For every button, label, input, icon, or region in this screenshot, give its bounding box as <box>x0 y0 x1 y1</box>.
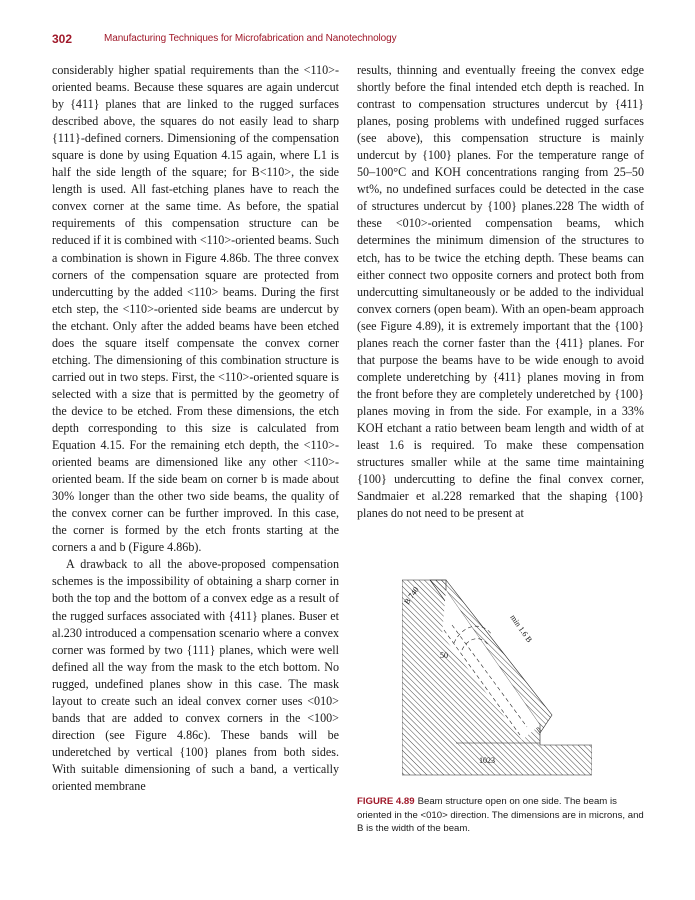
figure-caption <box>357 795 647 836</box>
running-title: Manufacturing Techniques for Microfabrication and Nanotechnology <box>104 33 397 44</box>
base-label: 1023 <box>479 756 495 765</box>
offset-label: 50 <box>440 651 448 660</box>
caption-label: FIGURE 4.89 <box>357 796 415 807</box>
caption-text: Beam structure open on one side. The beam is oriented in the <010> direction. The dimensions are in microns, and B is the width of the beam. <box>357 796 644 834</box>
left-paragraph-2: A drawback to all the above-proposed compensation schemes is the impossibility of obtaining a sharp corner in both the top and the bottom of a convex edge as a result of the rugged surfaces associated with {411} planes. Buser et al.230 introduced a compensation scenario where a convex corner was formed by two {111} planes, which were well defined all the way from the mask to the etch bottom. No rugged, undefined planes show in this case. The mask layout to create such an ideal convex corner uses <010> bands that are added to convex corners in the <100> direction (see Figure 4.86c). These bands will be underetched by vertical {100} planes from both sides. With suitable dimensioning of such a band, a vertically oriented membrane <box>52 557 339 793</box>
page-number: 302 <box>52 32 73 46</box>
page-header <box>0 0 695 50</box>
right-column <box>357 62 644 522</box>
width-label: B 740 <box>402 585 421 607</box>
length-label: min 1.6 B <box>508 612 534 645</box>
figure-4-89-diagram <box>402 575 592 780</box>
left-paragraph-1: considerably higher spatial requirements than the <110>-oriented beams. Because these squares are again undercut by {411} planes that are linked to the rugged surfaces described above, the squares do not easily lead to sharp {111}-defined corners. Dimensioning of the compensation square is done by using Equation 4.15 again, where L1 is half the side length of the square; for B<110>, the side length is used. All fast-etching planes have to reach the convex corner at the same time. As before, the spatial requirements of this compensation structure can be reduced if it is combined with <110>-oriented beams. Such a combination is shown in Figure 4.86b. The three convex corners of the compensation square are protected from undercutting by the added <110> beams. During the first etch step, the <110>-oriented side beams are undercut by the etchant. Only after the added beams have been etched does the square itself compensate the convex corner etching. The dimensioning of this combination structure is carried out in two steps. First, the <110>-oriented square is selected with a size that is permitted by the geometry of the device to be etched. From these dimensions, the etch depth corresponding to this size is calculated from Equation 4.15. For the remaining etch depth, the <110>-oriented beams are dimensioned like any other <110>-oriented beam. If the side beam on corner b is made about 30% longer than the other two side beams, the quality of the convex corner can be further improved. In this case, the corner is formed by the etch fronts starting at the corners a and b (Figure 4.86b). <box>52 63 339 555</box>
left-column <box>52 62 339 795</box>
right-paragraph-1: results, thinning and eventually freeing the convex edge shortly before the final intended etch depth is reached. In contrast to compensation structures undercut by {411} planes, posing problems with undefined rugged surfaces (see above), this compensation structure is mainly undercut by {100} planes. For the temperature range of 50–100°C and KOH concentrations ranging from 25–50 wt%, no undefined surfaces could be detected in the case of structures undercut by {100} planes.228 The width of these <010>-oriented compensation beams, which determines the minimum dimension of the structures to etch, has to be twice the etching depth. These beams can either connect two opposite corners and protect both from undercutting simultaneously or be added to the individual convex corners (open beam). With an open-beam approach (see Figure 4.89), it is extremely important that the {100} planes reach the corner faster than the {411} planes. For that purpose the beams have to be wide enough to avoid complete underetching by {411} planes moving in from the front before they are completely underetched by {100} planes moving in from the side. For example, in a 33% KOH etchant a ratio between beam length and width of at least 1.6 is required. To make these compensation structures smaller while at the same time maintaining {100} undercutting to define the final convex corner, Sandmaier et al.228 remarked that the shaping {100} planes do not need to be present at <box>357 63 644 521</box>
